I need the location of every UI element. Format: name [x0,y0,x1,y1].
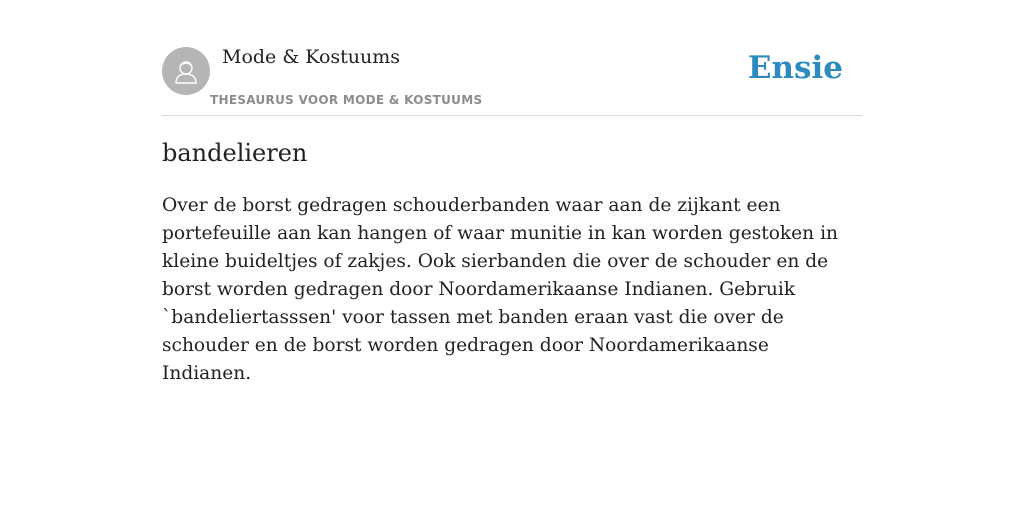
entry-definition: Over de borst gedragen schouderbanden waar aan de zijkant een portefeuille aan kan hangen of waar munitie in kan worden gestoken in kleine buideltjes of zakjes. Ook sierbanden die over de schouder en de borst worden gedragen door Noordamerikaanse Indianen. Gebruik `bandeliertasssen' voor tassen met banden eraan vast die over de schouder en de borst worden gedragen door Noordamerikaanse Indianen. [162,195,838,384]
site-header [162,0,862,116]
site-subtitle: THESAURUS VOOR MODE & KOSTUUMS [210,93,483,107]
entry-term: bandelieren [162,139,308,167]
user-icon [162,47,210,95]
avatar[interactable] [162,47,210,95]
page-container [162,0,862,384]
brand-logo[interactable]: Ensie [747,50,843,86]
site-title[interactable]: Mode & Kostuums [222,46,401,68]
